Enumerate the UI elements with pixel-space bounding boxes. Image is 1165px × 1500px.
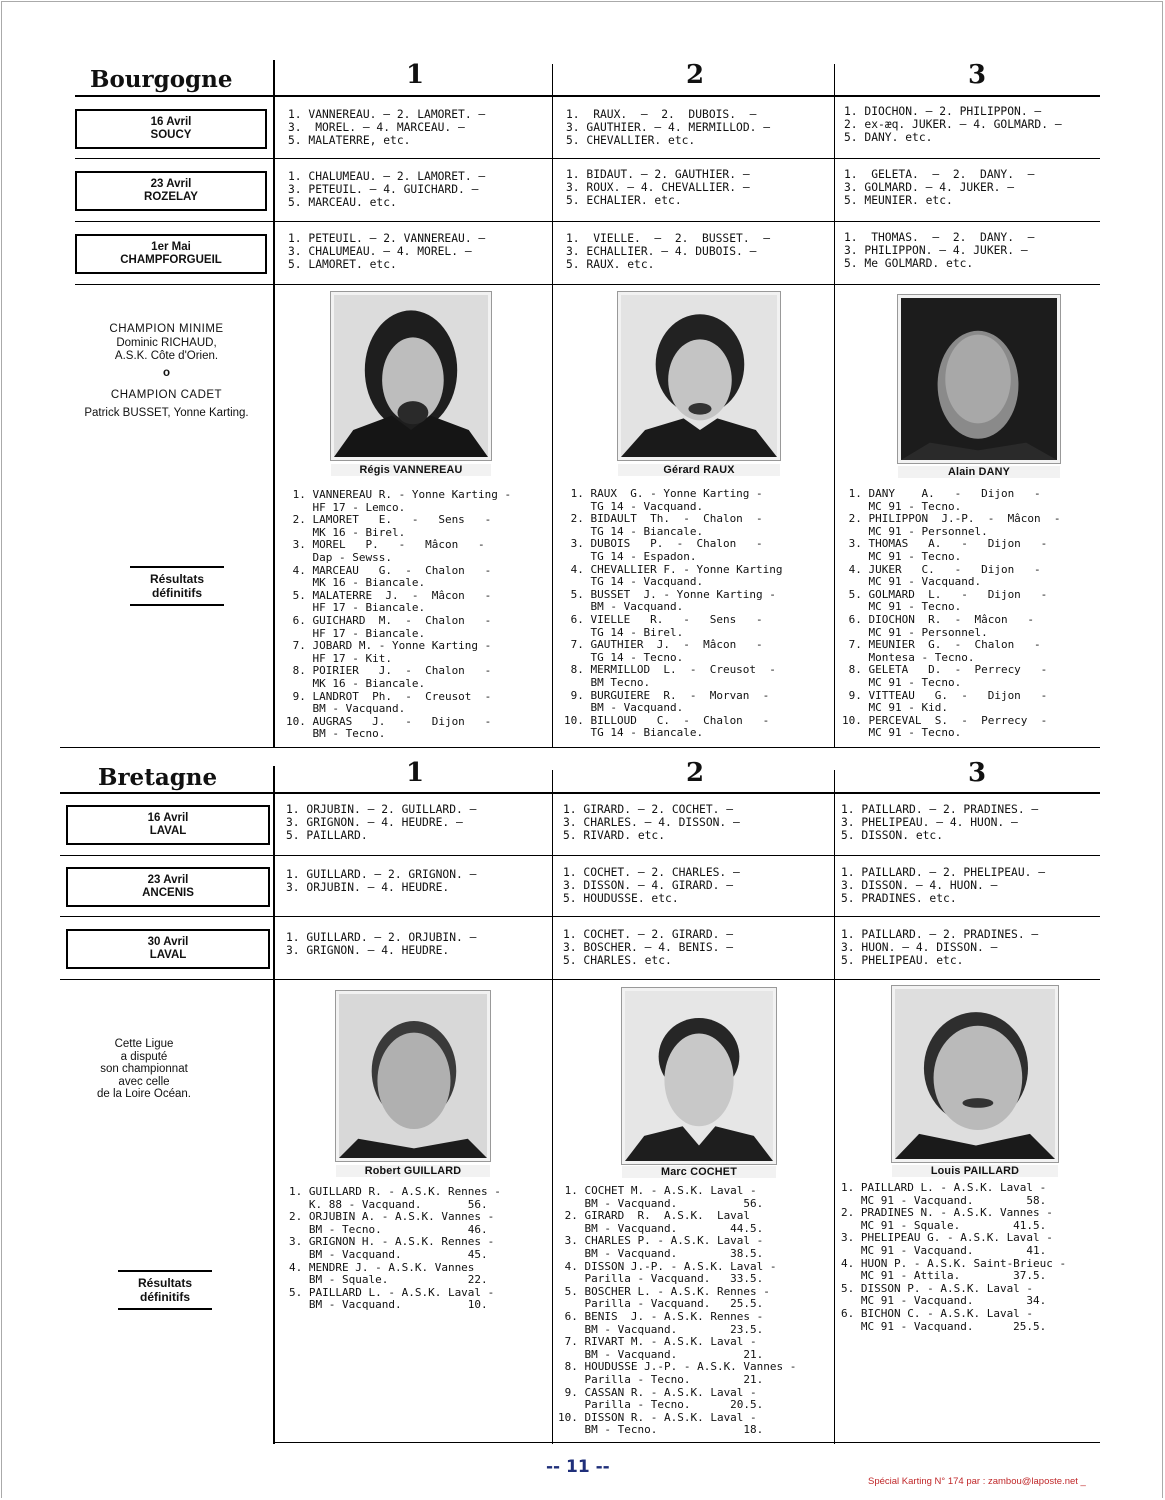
- race-result: 1. THOMAS. — 2. DANY. — 3. PHILIPPON. — 4. JUKER. — 5. Me GOLMARD. etc.: [844, 231, 1035, 270]
- final-classification: 1. RAUX G. - Yonne Karting - TG 14 - Vacquand. 2. BIDAULT Th. - Chalon - TG 14 - Biancale. 3. DUBOIS P. - Chalon - TG 14 - Espadon. 4. CHEVALLIER F. - Yonne Karting TG 14 - Vacquand. 5. BUSSET J. - Yonne Karting - BM - Vacquand. 6. VIELLE R. - Sens - TG 14 - Birel. 7. GAUTHIER J. - Mâcon - TG 14 - Tecno. 8. MERMILLOD L. - Creusot - BM Tecno. 9. BURGUIERE R. - Morvan - BM - Vacquand. 10. BILLOUD C. - Chalon - TG 14 - Biancale.: [564, 487, 783, 740]
- race-result: 1. ORJUBIN. — 2. GUILLARD. — 3. GRIGNON. — 4. HEUDRE. — 5. PAILLARD.: [286, 803, 477, 842]
- section-bottom-rule: [275, 1442, 1100, 1443]
- row-rule: [75, 158, 1100, 159]
- race-venue: CHAMPFORGUEIL: [120, 254, 222, 266]
- race-result: 1. DIOCHON. — 2. PHILIPPON. — 2. ex-æq. JUKER. — 4. GOLMARD. — 5. DANY. etc.: [844, 105, 1062, 144]
- portrait-photo: [331, 292, 491, 460]
- row-rule: [60, 916, 1100, 917]
- section-bottom-rule: [60, 747, 1100, 748]
- race-result: 1. GIRARD. — 2. COCHET. — 3. CHARLES. — 4. DISSON. — 5. RIVARD. etc.: [563, 803, 740, 842]
- final-results-label: Résultats définitifs: [130, 566, 224, 606]
- race-date: 16 Avril: [150, 116, 192, 128]
- final-classification: 1. VANNEREAU R. - Yonne Karting - HF 17 - Lemco. 2. LAMORET E. - Sens - MK 16 - Birel. 3. MOREL P. - Mâcon - Dap - Sewss. 4. MARCEAU G. - Chalon - MK 16 - Biancale. 5. MALATERRE J. - Mâcon - HF 17 - Biancale. 6. GUICHARD M. - Chalon - HF 17 - Biancale. 7. JOBARD M. - Yonne Karting - HF 17 - Kit. 8. POIRIER J. - Chalon - MK 16 - Biancale. 9. LANDROT Ph. - Creusot - BM - Vacquand. 10. AUGRAS J. - Dijon - BM - Tecno.: [286, 488, 512, 741]
- final-classification: 1. PAILLARD L. - A.S.K. Laval - MC 91 - Vacquand. 58. 2. PRADINES N. - A.S.K. Vannes - MC 91 - Squale. 41.5. 3. PHELIPEAU G. - A.S.K. Laval - MC 91 - Vacquand. 41. 4. HUON P. - A.S.K. Saint-Brieuc - MC 91 - Attila. 37.5. 5. DISSON P. - A.S.K. Laval - MC 91 - Vacquand. 34. 6. BICHON C. - A.S.K. Laval - MC 91 - Vacquand. 25.5.: [841, 1181, 1067, 1333]
- race-date-box: [66, 805, 270, 845]
- race-result: 1. VIELLE. — 2. BUSSET. — 3. ECHALLIER. — 4. DUBOIS. — 5. RAUX. etc.: [566, 232, 771, 271]
- race-result: 1. GUILLARD. — 2. GRIGNON. — 3. ORJUBIN. — 4. HEUDRE.: [286, 868, 477, 894]
- race-date: 16 Avril: [147, 812, 189, 824]
- race-date: 1er Mai: [151, 241, 191, 253]
- race-date-box: [66, 867, 270, 907]
- race-result: 1. VANNEREAU. — 2. LAMORET. — 3. MOREL. — 4. MARCEAU. — 5. MALATERRE, etc.: [288, 108, 486, 147]
- bretagne-section: [60, 758, 1100, 1444]
- champion-minime-title: CHAMPION MINIME: [109, 323, 224, 335]
- portrait-photo: [618, 292, 780, 460]
- race-venue: SOUCY: [150, 129, 192, 141]
- footer-credit: Spécial Karting N° 174 par : zambou@laposte.net _: [868, 1476, 1086, 1487]
- race-result: 1. RAUX. — 2. DUBOIS. — 3. GAUTHIER. — 4. MERMILLOD. — 5. CHEVALLIER. etc.: [566, 108, 771, 147]
- race-result: 1. CHALUMEAU. — 2. LAMORET. — 3. PETEUIL. — 4. GUICHARD. — 5. MARCEAU. etc.: [288, 170, 486, 209]
- champion-cadet-title: CHAMPION CADET: [110, 389, 223, 401]
- champion-cadet-name: Patrick BUSSET, Yonne Karting.: [84, 407, 249, 419]
- portrait-caption: Marc COCHET: [622, 1166, 776, 1178]
- race-date: 23 Avril: [147, 874, 189, 886]
- column-rule: [834, 64, 835, 748]
- region-title: Bourgogne: [90, 66, 233, 93]
- race-result: 1. BIDAUT. — 2. GAUTHIER. — 3. ROUX. — 4. CHEVALLIER. — 5. ECHALIER. etc.: [566, 168, 750, 207]
- race-venue: LAVAL: [149, 825, 187, 837]
- page-number: -- 11 --: [546, 1457, 610, 1477]
- column-rule: [552, 770, 553, 1444]
- portrait-caption: Alain DANY: [898, 466, 1060, 478]
- column-header-2: 2: [685, 758, 705, 788]
- column-rule: [552, 64, 553, 748]
- column-header-2: 2: [685, 60, 705, 90]
- row-rule: [275, 792, 1100, 794]
- column-header-1: 1: [405, 758, 425, 788]
- race-date-box: [66, 929, 270, 969]
- race-date-box: [75, 171, 267, 211]
- portrait-photo: [892, 986, 1058, 1162]
- final-results-label: Résultats définitifs: [118, 1270, 212, 1310]
- champion-minime-club: A.S.K. Côte d'Orien.: [114, 350, 219, 362]
- row-rule: [75, 284, 1100, 285]
- race-result: 1. PAILLARD. — 2. PHELIPEAU. — 3. DISSON. — 4. HUON. — 5. PRADINES. etc.: [841, 866, 1046, 905]
- race-date: 23 Avril: [150, 178, 192, 190]
- column-header-3: 3: [967, 758, 987, 788]
- final-classification: 1. GUILLARD R. - A.S.K. Rennes - K. 88 - Vacquand. 56. 2. ORJUBIN A. - A.S.K. Vannes - BM - Tecno. 46. 3. GRIGNON H. - A.S.K. Rennes - BM - Vacquand. 45. 4. MENDRE J. - A.S.K. Vannes BM - Squale. 22. 5. PAILLARD L. - A.S.K. Laval - BM - Vacquand. 10.: [289, 1185, 501, 1312]
- portrait-caption: Régis VANNEREAU: [331, 464, 491, 476]
- final-classification: 1. DANY A. - Dijon - MC 91 - Tecno. 2. PHILIPPON J.-P. - Mâcon - MC 91 - Personnel. 3. THOMAS A. - Dijon - MC 91 - Tecno. 4. JUKER C. - Dijon - MC 91 - Vacquand. 5. GOLMARD L. - Dijon - MC 91 - Tecno. 6. DIOCHON R. - Mâcon - MC 91 - Personnel. 7. MEUNIER G. - Chalon - Montesa - Tecno. 8. GELETA D. - Perrecy - MC 91 - Tecno. 9. VITTEAU G. - Dijon - MC 91 - Kid. 10. PERCEVAL S. - Perrecy - MC 91 - Tecno.: [842, 487, 1061, 740]
- race-date: 30 Avril: [147, 936, 189, 948]
- portrait-caption: Gérard RAUX: [618, 464, 780, 476]
- column-rule: [834, 770, 835, 1444]
- race-result: 1. GELETA. — 2. DANY. — 3. GOLMARD. — 4. JUKER. — 5. MEUNIER. etc.: [844, 168, 1035, 207]
- bourgogne-section: [60, 60, 1100, 748]
- race-venue: ANCENIS: [142, 887, 194, 899]
- race-result: 1. PAILLARD. — 2. PRADINES. — 3. PHELIPEAU. — 4. HUON. — 5. DISSON. etc.: [841, 803, 1039, 842]
- portrait-photo: [898, 295, 1060, 463]
- race-result: 1. PETEUIL. — 2. VANNEREAU. — 3. CHALUMEAU. — 4. MOREL. — 5. LAMORET. etc.: [288, 232, 486, 271]
- row-rule: [60, 792, 273, 794]
- race-venue: LAVAL: [149, 949, 187, 961]
- column-rule: [273, 60, 275, 748]
- row-rule: [275, 95, 1100, 97]
- portrait-caption: Louis PAILLARD: [892, 1165, 1058, 1177]
- race-result: 1. PAILLARD. — 2. PRADINES. — 3. HUON. — 4. DISSON. — 5. PHELIPEAU. etc.: [841, 928, 1039, 967]
- column-header-3: 3: [967, 60, 987, 90]
- race-date-box: [75, 234, 267, 274]
- column-rule: [273, 766, 275, 1444]
- portrait-photo: [336, 991, 490, 1161]
- side-note: Cette Ligue a disputé son championnat avec celle de la Loire Océan.: [97, 1038, 191, 1100]
- row-rule: [60, 979, 1100, 980]
- row-rule: [75, 221, 1100, 222]
- final-classification: 1. COCHET M. - A.S.K. Laval - BM - Vacquand. 56. 2. GIRARD R. A.S.K. Laval BM - Vacquand. 44.5. 3. CHARLES P. - A.S.K. Laval - BM - Vacquand. 38.5. 4. DISSON J.-P. - A.S.K. Laval - Parilla - Vacquand. 33.5. 5. BOSCHER L. - A.S.K. Rennes - Parilla - Vacquand. 25.5. 6. BENIS J. - A.S.K. Rennes - BM - Vacquand. 23.5. 7. RIVART M. - A.S.K. Laval - BM - Vacquand. 21. 8. HOUDUSSE J.-P. - A.S.K. Vannes - Parilla - Tecno. 21. 9. CASSAN R. - A.S.K. Laval - Parilla - Tecno. 20.5. 10. DISSON R. - A.S.K. Laval - BM - Tecno. 18.: [558, 1184, 797, 1437]
- portrait-caption: Robert GUILLARD: [336, 1165, 490, 1177]
- champion-minime-name: Dominic RICHAUD,: [116, 337, 217, 349]
- row-rule: [75, 95, 273, 97]
- column-header-1: 1: [405, 60, 425, 90]
- region-title: Bretagne: [98, 764, 218, 791]
- race-date-box: [75, 109, 267, 149]
- portrait-photo: [622, 988, 776, 1164]
- separator: o: [162, 367, 171, 379]
- race-result: 1. COCHET. — 2. CHARLES. — 3. DISSON. — 4. GIRARD. — 5. HOUDUSSE. etc.: [563, 866, 740, 905]
- race-result: 1. GUILLARD. — 2. ORJUBIN. — 3. GRIGNON. — 4. HEUDRE.: [286, 931, 477, 957]
- side-notes: [60, 322, 273, 421]
- race-venue: ROZELAY: [144, 191, 198, 203]
- race-result: 1. COCHET. — 2. GIRARD. — 3. BOSCHER. — 4. BENIS. — 5. CHARLES. etc.: [563, 928, 734, 967]
- row-rule: [60, 855, 1100, 856]
